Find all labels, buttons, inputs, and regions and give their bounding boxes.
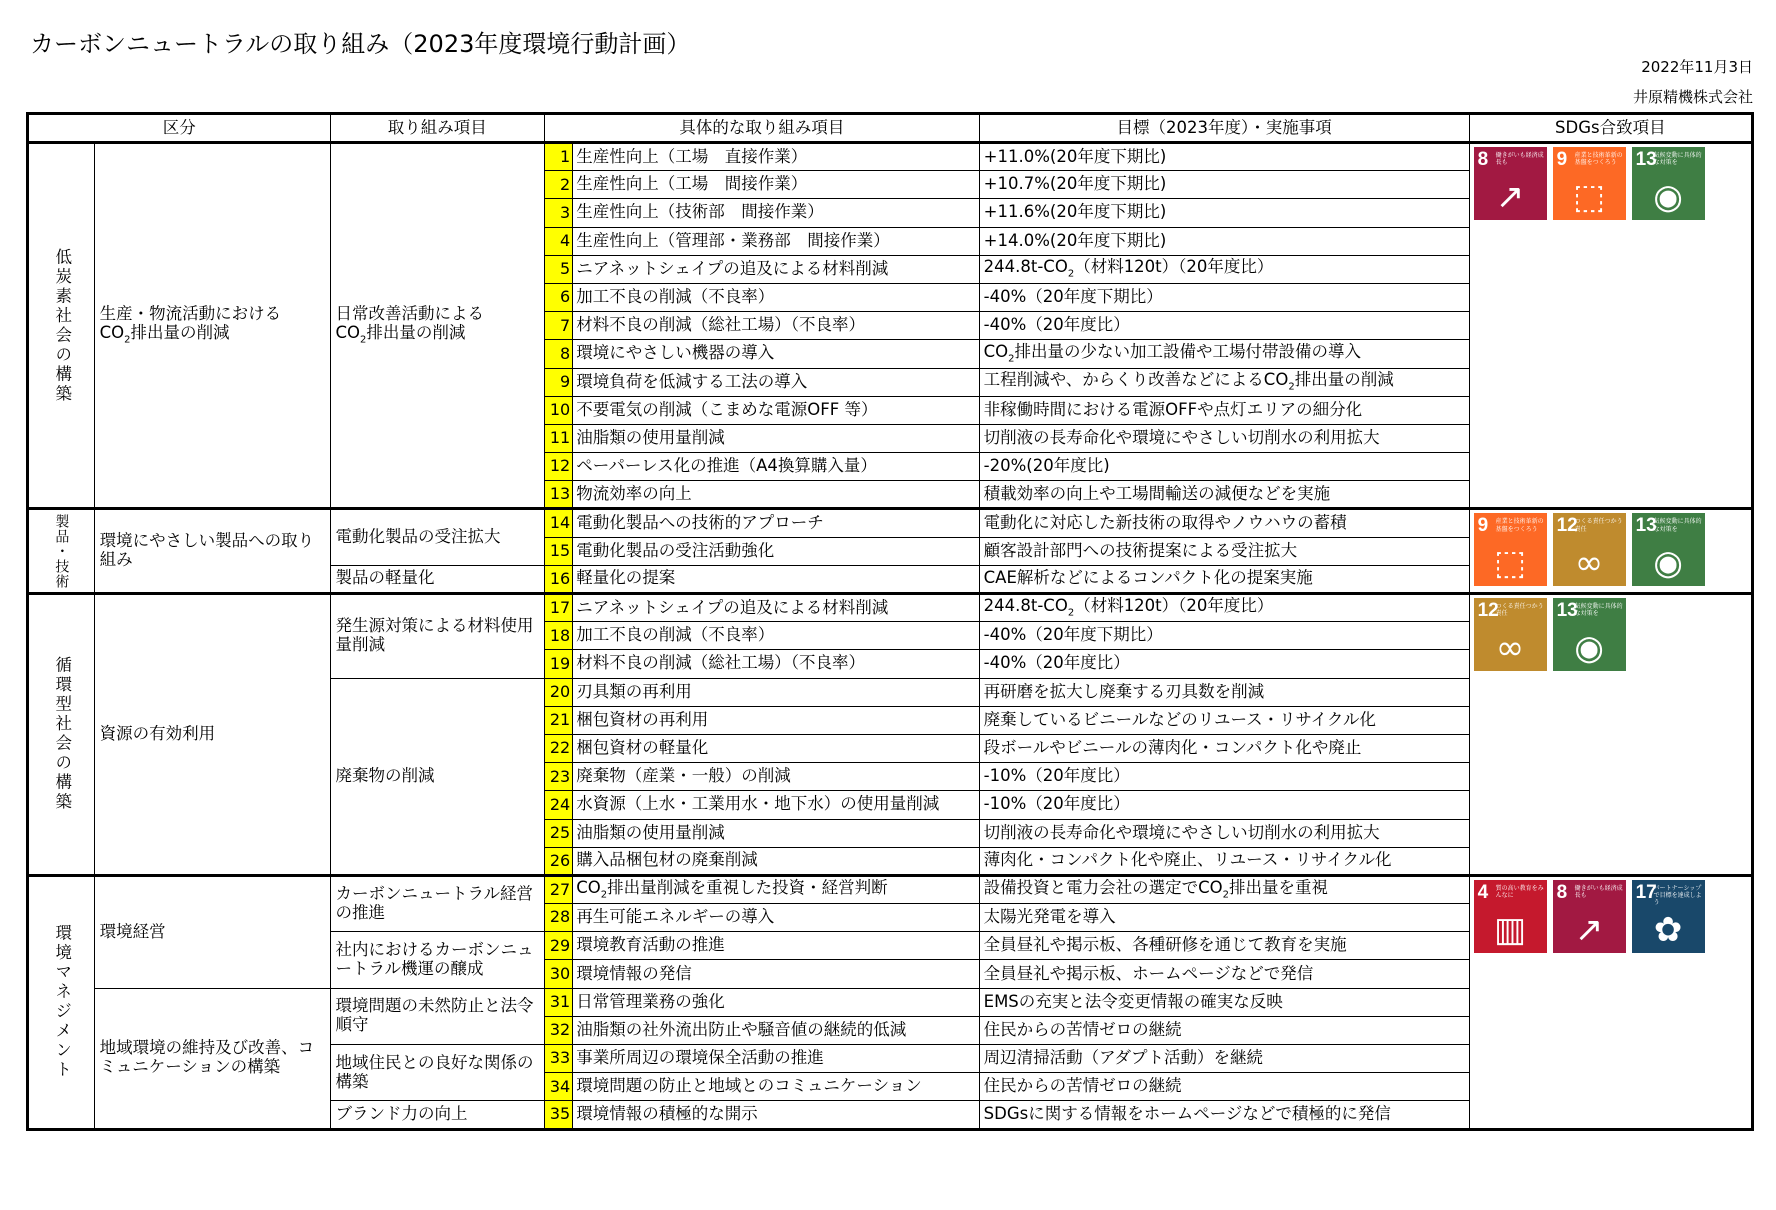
row-number: 19: [545, 650, 573, 678]
sdg-cell-low-carbon: [1469, 143, 1752, 509]
row-item: 梱包資材の軽量化: [573, 734, 979, 762]
header-initiative: 取り組み項目: [330, 114, 544, 143]
section-env-management: 環境マネジメント: [28, 875, 95, 1129]
row-number: 27: [545, 875, 573, 903]
row-number: 3: [545, 199, 573, 227]
row-item: $CO_2$排出量削減を重視した投資・経営判断: [573, 875, 979, 903]
category-community: 地域環境の維持及び改善、コミュニケーションの構築: [94, 988, 330, 1129]
row-target: 廃棄しているビニールなどのリユース・リサイクル化: [979, 706, 1469, 734]
row-item: 環境にやさしい機器の導入: [573, 340, 979, 368]
header-category: 区分: [28, 114, 331, 143]
row-item: 不要電気の削減（こまめな電源OFF 等）: [573, 396, 979, 424]
row-target: -40%（20年度下期比）: [979, 283, 1469, 311]
row-target: 切削液の長寿命化や環境にやさしい切削水の利用拡大: [979, 819, 1469, 847]
row-target: 積載効率の向上や工場間輸送の減便などを実施: [979, 481, 1469, 509]
row-number: 1: [545, 143, 573, 171]
row-target: 工程削減や、からくり改善などによる$CO_2$排出量の削減: [979, 368, 1469, 396]
sdg-9-icon: 9 産業と技術革新の基盤をつくろう ⬚: [1553, 147, 1626, 220]
sdg-8-icon: 8 働きがいも経済成長も ↗: [1474, 147, 1547, 220]
row-number: 9: [545, 368, 573, 396]
row-number: 4: [545, 227, 573, 255]
initiative-electrification: 電動化製品の受注拡大: [330, 509, 544, 565]
row-item: 水資源（上水・工業用水・地下水）の使用量削減: [573, 791, 979, 819]
row-number: 12: [545, 453, 573, 481]
row-target: 切削液の長寿命化や環境にやさしい切削水の利用拡大: [979, 424, 1469, 452]
row-item: ニアネットシェイプの追及による材料削減: [573, 594, 979, 622]
initiative-cn-management: カーボンニュートラル経営の推進: [330, 875, 544, 931]
row-target: -10%（20年度比）: [979, 763, 1469, 791]
category-production-logistics: 生産・物流活動における $CO_2$排出量の削減: [94, 143, 330, 509]
row-target: 全員昼礼や掲示板、ホームページなどで発信: [979, 960, 1469, 988]
row-number: 29: [545, 932, 573, 960]
row-item: 加工不良の削減（不良率）: [573, 622, 979, 650]
row-number: 22: [545, 734, 573, 762]
table-header: [28, 114, 1753, 143]
row-item: 環境問題の防止と地域とのコミュニケーション: [573, 1073, 979, 1101]
sdg-12-icon: 12 つくる責任つかう責任 ∞: [1553, 513, 1626, 586]
section-circular: 循環型社会の構築: [28, 594, 95, 876]
row-item: 軽量化の提案: [573, 565, 979, 593]
row-item: 梱包資材の再利用: [573, 706, 979, 734]
sdg-4-icon: 4 質の高い教育をみんなに ▥: [1474, 880, 1547, 953]
row-target: -40%（20年度比）: [979, 650, 1469, 678]
sdg-8-icon: 8 働きがいも経済成長も ↗: [1553, 880, 1626, 953]
row-item: 生産性向上（管理部・業務部 間接作業）: [573, 227, 979, 255]
header-target: 目標（2023年度）・実施事項: [979, 114, 1469, 143]
sdg-cell-products: [1469, 509, 1752, 594]
category-env-management: 環境経営: [94, 875, 330, 988]
sdg-cell-circular: [1469, 594, 1752, 876]
initiative-daily-improvement: 日常改善活動による $CO_2$排出量の削減: [330, 143, 544, 509]
initiative-lightweight: 製品の軽量化: [330, 565, 544, 593]
sdg-cell-management: [1469, 875, 1752, 1129]
row-item: 環境情報の発信: [573, 960, 979, 988]
table-row: [28, 875, 1753, 903]
row-number: 8: [545, 340, 573, 368]
section-product-tech: 製品・技術: [28, 509, 95, 594]
action-plan-table: [26, 112, 1754, 1131]
row-target: $244.8t-CO_2$（材料120t）（20年度比）: [979, 255, 1469, 283]
row-item: 加工不良の削減（不良率）: [573, 283, 979, 311]
row-target: +14.0%(20年度下期比): [979, 227, 1469, 255]
category-resource-use: 資源の有効利用: [94, 594, 330, 876]
row-item: 刃具類の再利用: [573, 678, 979, 706]
row-target: +10.7%(20年度下期比): [979, 171, 1469, 199]
row-number: 20: [545, 678, 573, 706]
row-target: 非稼働時間における電源OFFや点灯エリアの細分化: [979, 396, 1469, 424]
row-number: 21: [545, 706, 573, 734]
sdg-17-icon: 17 パートナーシップで目標を達成しよう ✿: [1632, 880, 1705, 953]
row-target: 薄肉化・コンパクト化や廃止、リユース・リサイクル化: [979, 847, 1469, 875]
row-target: +11.0%(20年度下期比): [979, 143, 1469, 171]
row-number: 28: [545, 904, 573, 932]
row-target: SDGsに関する情報をホームページなどで積極的に発信: [979, 1101, 1469, 1129]
row-number: 26: [545, 847, 573, 875]
row-target: 周辺清掃活動（アダプト活動）を継続: [979, 1045, 1469, 1073]
row-item: 電動化製品の受注活動強化: [573, 537, 979, 565]
row-item: 環境負荷を低減する工法の導入: [573, 368, 979, 396]
row-item: 廃棄物（産業・一般）の削減: [573, 763, 979, 791]
row-number: 16: [545, 565, 573, 593]
sdg-13-icon: 13 気候変動に具体的な対策を ◉: [1632, 513, 1705, 586]
row-item: 電動化製品への技術的アプローチ: [573, 509, 979, 537]
row-number: 35: [545, 1101, 573, 1129]
initiative-community-relations: 地域住民との良好な関係の構築: [330, 1045, 544, 1101]
row-target: $244.8t-CO_2$（材料120t）（20年度比）: [979, 594, 1469, 622]
row-target: 太陽光発電を導入: [979, 904, 1469, 932]
row-item: 生産性向上（技術部 間接作業）: [573, 199, 979, 227]
initiative-compliance: 環境問題の未然防止と法令順守: [330, 988, 544, 1044]
initiative-source-reduction: 発生源対策による材料使用量削減: [330, 594, 544, 679]
initiative-cn-awareness: 社内におけるカーボンニュートラル機運の醸成: [330, 932, 544, 988]
row-target: 再研磨を拡大し廃棄する刃具数を削減: [979, 678, 1469, 706]
sdg-12-icon: 12 つくる責任つかう責任 ∞: [1474, 598, 1547, 671]
row-item: 油脂類の使用量削減: [573, 424, 979, 452]
section-low-carbon: 低炭素社会の構築: [28, 143, 95, 509]
row-number: 30: [545, 960, 573, 988]
row-item: 日常管理業務の強化: [573, 988, 979, 1016]
document-date: 2022年11月3日: [1641, 58, 1753, 76]
category-eco-products: 環境にやさしい製品への取り組み: [94, 509, 330, 594]
header-sdgs: SDGs合致項目: [1469, 114, 1752, 143]
row-number: 10: [545, 396, 573, 424]
row-number: 14: [545, 509, 573, 537]
header-specific-item: 具体的な取り組み項目: [545, 114, 980, 143]
row-target: EMSの充実と法令変更情報の確実な反映: [979, 988, 1469, 1016]
row-number: 33: [545, 1045, 573, 1073]
row-target: +11.6%(20年度下期比): [979, 199, 1469, 227]
row-number: 5: [545, 255, 573, 283]
row-number: 17: [545, 594, 573, 622]
row-item: 油脂類の使用量削減: [573, 819, 979, 847]
row-target: -40%（20年度比）: [979, 312, 1469, 340]
row-number: 7: [545, 312, 573, 340]
table-row: [28, 509, 1753, 537]
row-number: 24: [545, 791, 573, 819]
row-number: 15: [545, 537, 573, 565]
row-target: CAE解析などによるコンパクト化の提案実施: [979, 565, 1469, 593]
row-number: 6: [545, 283, 573, 311]
row-item: 生産性向上（工場 直接作業）: [573, 143, 979, 171]
company-name: 井原精機株式会社: [1632, 88, 1753, 106]
row-number: 18: [545, 622, 573, 650]
row-number: 34: [545, 1073, 573, 1101]
row-item: 再生可能エネルギーの導入: [573, 904, 979, 932]
row-target: $CO_2$排出量の少ない加工設備や工場付帯設備の導入: [979, 340, 1469, 368]
row-target: -40%（20年度下期比）: [979, 622, 1469, 650]
row-number: 23: [545, 763, 573, 791]
row-item: 物流効率の向上: [573, 481, 979, 509]
row-target: 住民からの苦情ゼロの継続: [979, 1073, 1469, 1101]
row-item: 油脂類の社外流出防止や騒音値の継続的低減: [573, 1016, 979, 1044]
row-number: 11: [545, 424, 573, 452]
row-number: 31: [545, 988, 573, 1016]
row-item: 事業所周辺の環境保全活動の推進: [573, 1045, 979, 1073]
sdg-13-icon: 13 気候変動に具体的な対策を ◉: [1632, 147, 1705, 220]
row-number: 25: [545, 819, 573, 847]
row-target: 電動化に対応した新技術の取得やノウハウの蓄積: [979, 509, 1469, 537]
row-item: ニアネットシェイプの追及による材料削減: [573, 255, 979, 283]
row-item: 生産性向上（工場 間接作業）: [573, 171, 979, 199]
row-target: -20%(20年度比): [979, 453, 1469, 481]
row-item: ペーパーレス化の推進（A4換算購入量）: [573, 453, 979, 481]
row-item: 環境教育活動の推進: [573, 932, 979, 960]
row-number: 32: [545, 1016, 573, 1044]
initiative-waste-reduction: 廃棄物の削減: [330, 678, 544, 875]
table-row: [28, 143, 1753, 171]
row-item: 購入品梱包材の廃棄削減: [573, 847, 979, 875]
row-number: 2: [545, 171, 573, 199]
sdg-9-icon: 9 産業と技術革新の基盤をつくろう ⬚: [1474, 513, 1547, 586]
row-item: 材料不良の削減（総社工場）（不良率）: [573, 312, 979, 340]
row-number: 13: [545, 481, 573, 509]
sdg-13-icon: 13 気候変動に具体的な対策を ◉: [1553, 598, 1626, 671]
row-target: 顧客設計部門への技術提案による受注拡大: [979, 537, 1469, 565]
row-target: 住民からの苦情ゼロの継続: [979, 1016, 1469, 1044]
row-target: 全員昼礼や掲示板、各種研修を通じて教育を実施: [979, 932, 1469, 960]
initiative-brand: ブランド力の向上: [330, 1101, 544, 1129]
row-target: 設備投資と電力会社の選定で$CO_2$排出量を重視: [979, 875, 1469, 903]
row-item: 材料不良の削減（総社工場）（不良率）: [573, 650, 979, 678]
row-target: -10%（20年度比）: [979, 791, 1469, 819]
page-title: カーボンニュートラルの取り組み（2023年度環境行動計画）: [30, 30, 691, 58]
table-row: [28, 594, 1753, 622]
row-target: 段ボールやビニールの薄肉化・コンパクト化や廃止: [979, 734, 1469, 762]
row-item: 環境情報の積極的な開示: [573, 1101, 979, 1129]
